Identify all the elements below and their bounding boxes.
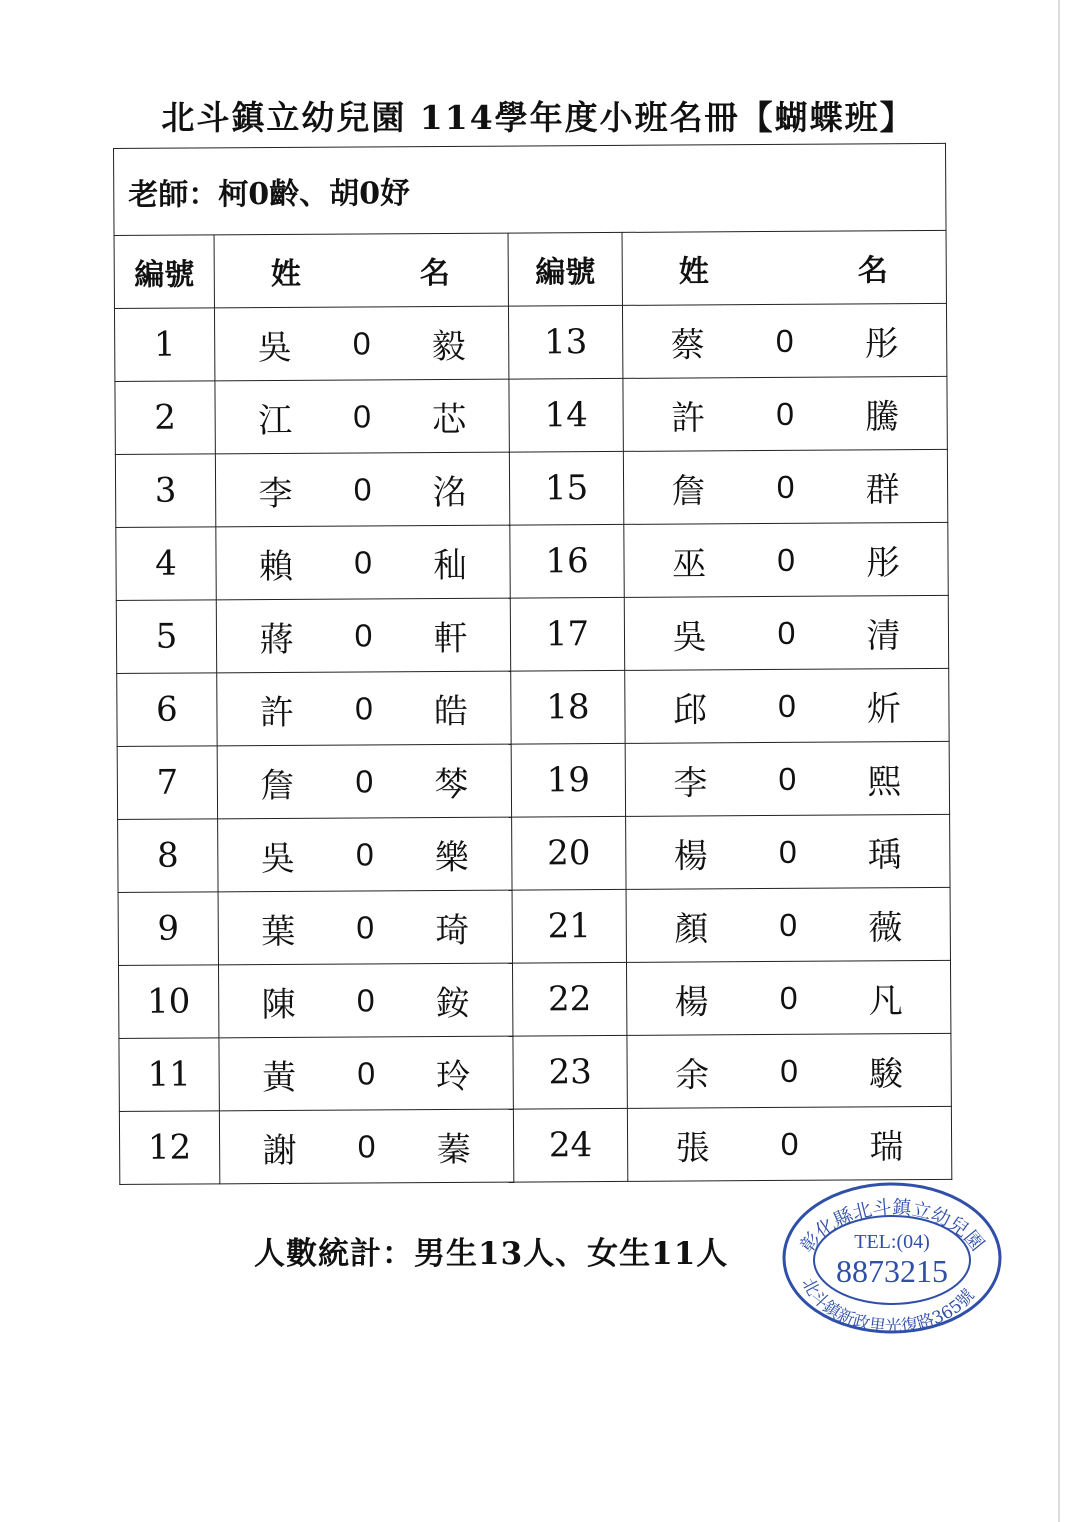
student-name-right (624, 595, 948, 670)
student-number-left: 5 (116, 600, 216, 674)
student-mid-mask: 0 (356, 981, 375, 1019)
student-surname: 吳 (672, 616, 707, 658)
student-mid-mask: 0 (779, 906, 798, 943)
student-mid-mask: 0 (778, 760, 797, 797)
student-name-left (216, 525, 510, 600)
student-surname: 陳 (261, 984, 296, 1025)
student-surname: 邱 (672, 689, 708, 731)
student-name-right (626, 814, 950, 889)
document-title: 北斗鎮立幼兒園 114學年度小班名冊【蝴蝶班】 (161, 98, 915, 137)
student-number-right: 24 (513, 1108, 627, 1182)
student-name-left (214, 306, 508, 381)
student-surname: 詹 (260, 765, 295, 806)
table-row (115, 449, 947, 527)
student-name-left (215, 452, 509, 527)
student-number-right: 23 (513, 1035, 627, 1109)
student-name-right (622, 303, 946, 378)
table-row (118, 960, 950, 1038)
student-number-left: 8 (118, 819, 218, 893)
student-number-right: 13 (508, 305, 622, 379)
student-mid-mask: 0 (776, 468, 795, 505)
student-given-name: 軒 (433, 618, 468, 659)
student-given-name: 清 (866, 615, 901, 656)
student-number-left: 1 (114, 308, 214, 382)
student-surname: 黃 (262, 1057, 297, 1098)
student-given-name: 彤 (865, 542, 901, 583)
student-mid-mask: 0 (353, 397, 372, 435)
student-mid-mask: 0 (777, 687, 796, 724)
table-row (119, 1106, 951, 1184)
student-number-left: 12 (119, 1111, 219, 1185)
student-number-right: 16 (510, 524, 624, 598)
student-given-name: 駿 (869, 1053, 904, 1094)
header-name-left (214, 233, 508, 308)
student-given-name: 洺 (432, 472, 467, 513)
student-surname: 葉 (261, 911, 296, 952)
student-number-left: 7 (117, 746, 217, 820)
student-mid-mask: 0 (776, 395, 795, 432)
table-row (119, 1033, 951, 1111)
headcount-summary: 人數統計：男生13人、女生11人 (254, 1236, 729, 1272)
student-mid-mask: 0 (355, 762, 374, 800)
teacher-line: 老師：柯0齡、胡0妤 (114, 143, 947, 235)
student-given-name: 熙 (867, 761, 902, 802)
student-surname: 吳 (260, 838, 295, 879)
student-name-left (218, 817, 512, 892)
student-mid-mask: 0 (357, 1127, 376, 1165)
student-surname: 蔣 (259, 619, 294, 660)
table-row (118, 887, 950, 965)
header-given-left: 名 (419, 255, 450, 292)
stamp-bottom-text: 北斗鎮新政里光復路365號 (797, 1274, 979, 1336)
student-mid-mask: 0 (355, 835, 374, 873)
school-seal-stamp (778, 1178, 1006, 1336)
student-given-name: 薇 (868, 907, 903, 948)
student-surname: 余 (675, 1054, 710, 1096)
student-given-name: 蓁 (436, 1129, 471, 1170)
student-number-left: 6 (117, 673, 217, 747)
student-given-name: 琦 (435, 910, 470, 951)
student-name-right (625, 668, 949, 743)
student-surname: 賴 (258, 546, 294, 587)
table-row (116, 595, 948, 673)
header-given-right: 名 (857, 253, 888, 289)
student-mid-mask: 0 (356, 908, 375, 946)
student-surname: 巫 (671, 543, 707, 585)
student-name-left (219, 1036, 513, 1111)
header-surname-right: 姓 (678, 254, 709, 290)
roster-table (113, 143, 952, 1185)
stamp-top-text: 彰化縣北斗鎮立幼兒園 (796, 1196, 989, 1257)
student-name-right (626, 887, 950, 962)
stamp-tel-label: TEL:(04) (854, 1231, 930, 1253)
student-name-right (625, 741, 949, 816)
student-name-left (217, 744, 511, 819)
student-surname: 楊 (673, 835, 708, 877)
student-name-right (627, 1106, 951, 1181)
student-given-name: 瑀 (867, 834, 902, 875)
student-mid-mask: 0 (778, 833, 797, 870)
student-mid-mask: 0 (777, 614, 796, 651)
student-name-right (623, 449, 947, 524)
student-name-right (624, 522, 948, 597)
student-surname: 吳 (257, 327, 292, 368)
student-number-right: 15 (509, 451, 623, 525)
header-row (114, 230, 946, 308)
student-mid-mask: 0 (775, 322, 794, 359)
student-mid-mask: 0 (777, 541, 796, 578)
table-row (118, 814, 950, 892)
table-row (116, 522, 948, 600)
student-name-left (218, 890, 512, 965)
student-given-name: 秈 (432, 545, 468, 586)
student-surname: 張 (675, 1127, 710, 1169)
student-mid-mask: 0 (780, 1125, 799, 1162)
table-row (117, 741, 949, 819)
student-surname: 許 (259, 692, 295, 733)
student-mid-mask: 0 (354, 543, 373, 581)
student-given-name: 銨 (435, 983, 470, 1024)
stamp-tel-number: 8873215 (836, 1253, 948, 1289)
student-number-right: 20 (512, 816, 626, 890)
student-name-left (216, 598, 510, 673)
student-number-right: 19 (511, 743, 625, 817)
student-surname: 楊 (674, 981, 709, 1023)
table-row (115, 376, 947, 454)
student-name-left (215, 379, 509, 454)
student-given-name: 棽 (434, 764, 469, 805)
student-surname: 李 (258, 473, 293, 514)
student-surname: 詹 (671, 470, 706, 512)
student-surname: 李 (673, 762, 708, 804)
student-given-name: 群 (865, 469, 900, 510)
student-surname: 顏 (674, 908, 709, 950)
student-given-name: 彤 (864, 323, 899, 364)
student-surname: 江 (258, 400, 293, 441)
student-mid-mask: 0 (354, 689, 373, 727)
student-mid-mask: 0 (353, 470, 372, 508)
student-number-left: 10 (118, 965, 218, 1039)
header-number-left: 編號 (114, 235, 214, 309)
student-name-right (627, 1033, 951, 1108)
header-surname-left: 姓 (270, 256, 301, 293)
student-surname: 許 (671, 397, 706, 439)
student-given-name: 騰 (865, 396, 900, 437)
student-surname: 蔡 (670, 324, 705, 366)
student-mid-mask: 0 (357, 1054, 376, 1092)
student-number-right: 14 (509, 378, 623, 452)
header-name-right (622, 230, 946, 305)
student-number-left: 4 (116, 527, 216, 601)
student-given-name: 凡 (868, 980, 903, 1021)
student-name-right (626, 960, 950, 1035)
student-given-name: 芯 (432, 399, 467, 440)
student-given-name: 皓 (433, 691, 469, 732)
student-name-right (623, 376, 947, 451)
student-mid-mask: 0 (354, 616, 373, 654)
student-number-left: 11 (119, 1038, 219, 1112)
student-given-name: 瑞 (869, 1126, 904, 1167)
student-surname: 謝 (262, 1130, 297, 1171)
table-row (117, 668, 949, 746)
student-number-left: 3 (115, 454, 215, 528)
student-number-left: 9 (118, 892, 218, 966)
student-name-left (217, 671, 511, 746)
student-given-name: 玲 (436, 1056, 471, 1097)
student-number-right: 17 (510, 597, 624, 671)
student-given-name: 炘 (866, 688, 902, 729)
student-number-right: 21 (512, 889, 626, 963)
header-number-right: 編號 (508, 232, 622, 306)
student-name-left (218, 963, 512, 1038)
student-mid-mask: 0 (780, 1052, 799, 1089)
student-name-left (219, 1109, 513, 1184)
student-number-left: 2 (115, 381, 215, 455)
student-mid-mask: 0 (352, 324, 371, 362)
table-row (114, 303, 946, 381)
student-number-right: 22 (512, 962, 626, 1036)
scan-edge-line (1058, 0, 1060, 1522)
student-given-name: 樂 (434, 837, 469, 878)
student-number-right: 18 (511, 670, 625, 744)
teacher-row (114, 143, 947, 235)
student-mid-mask: 0 (779, 979, 798, 1016)
student-given-name: 毅 (431, 326, 466, 367)
